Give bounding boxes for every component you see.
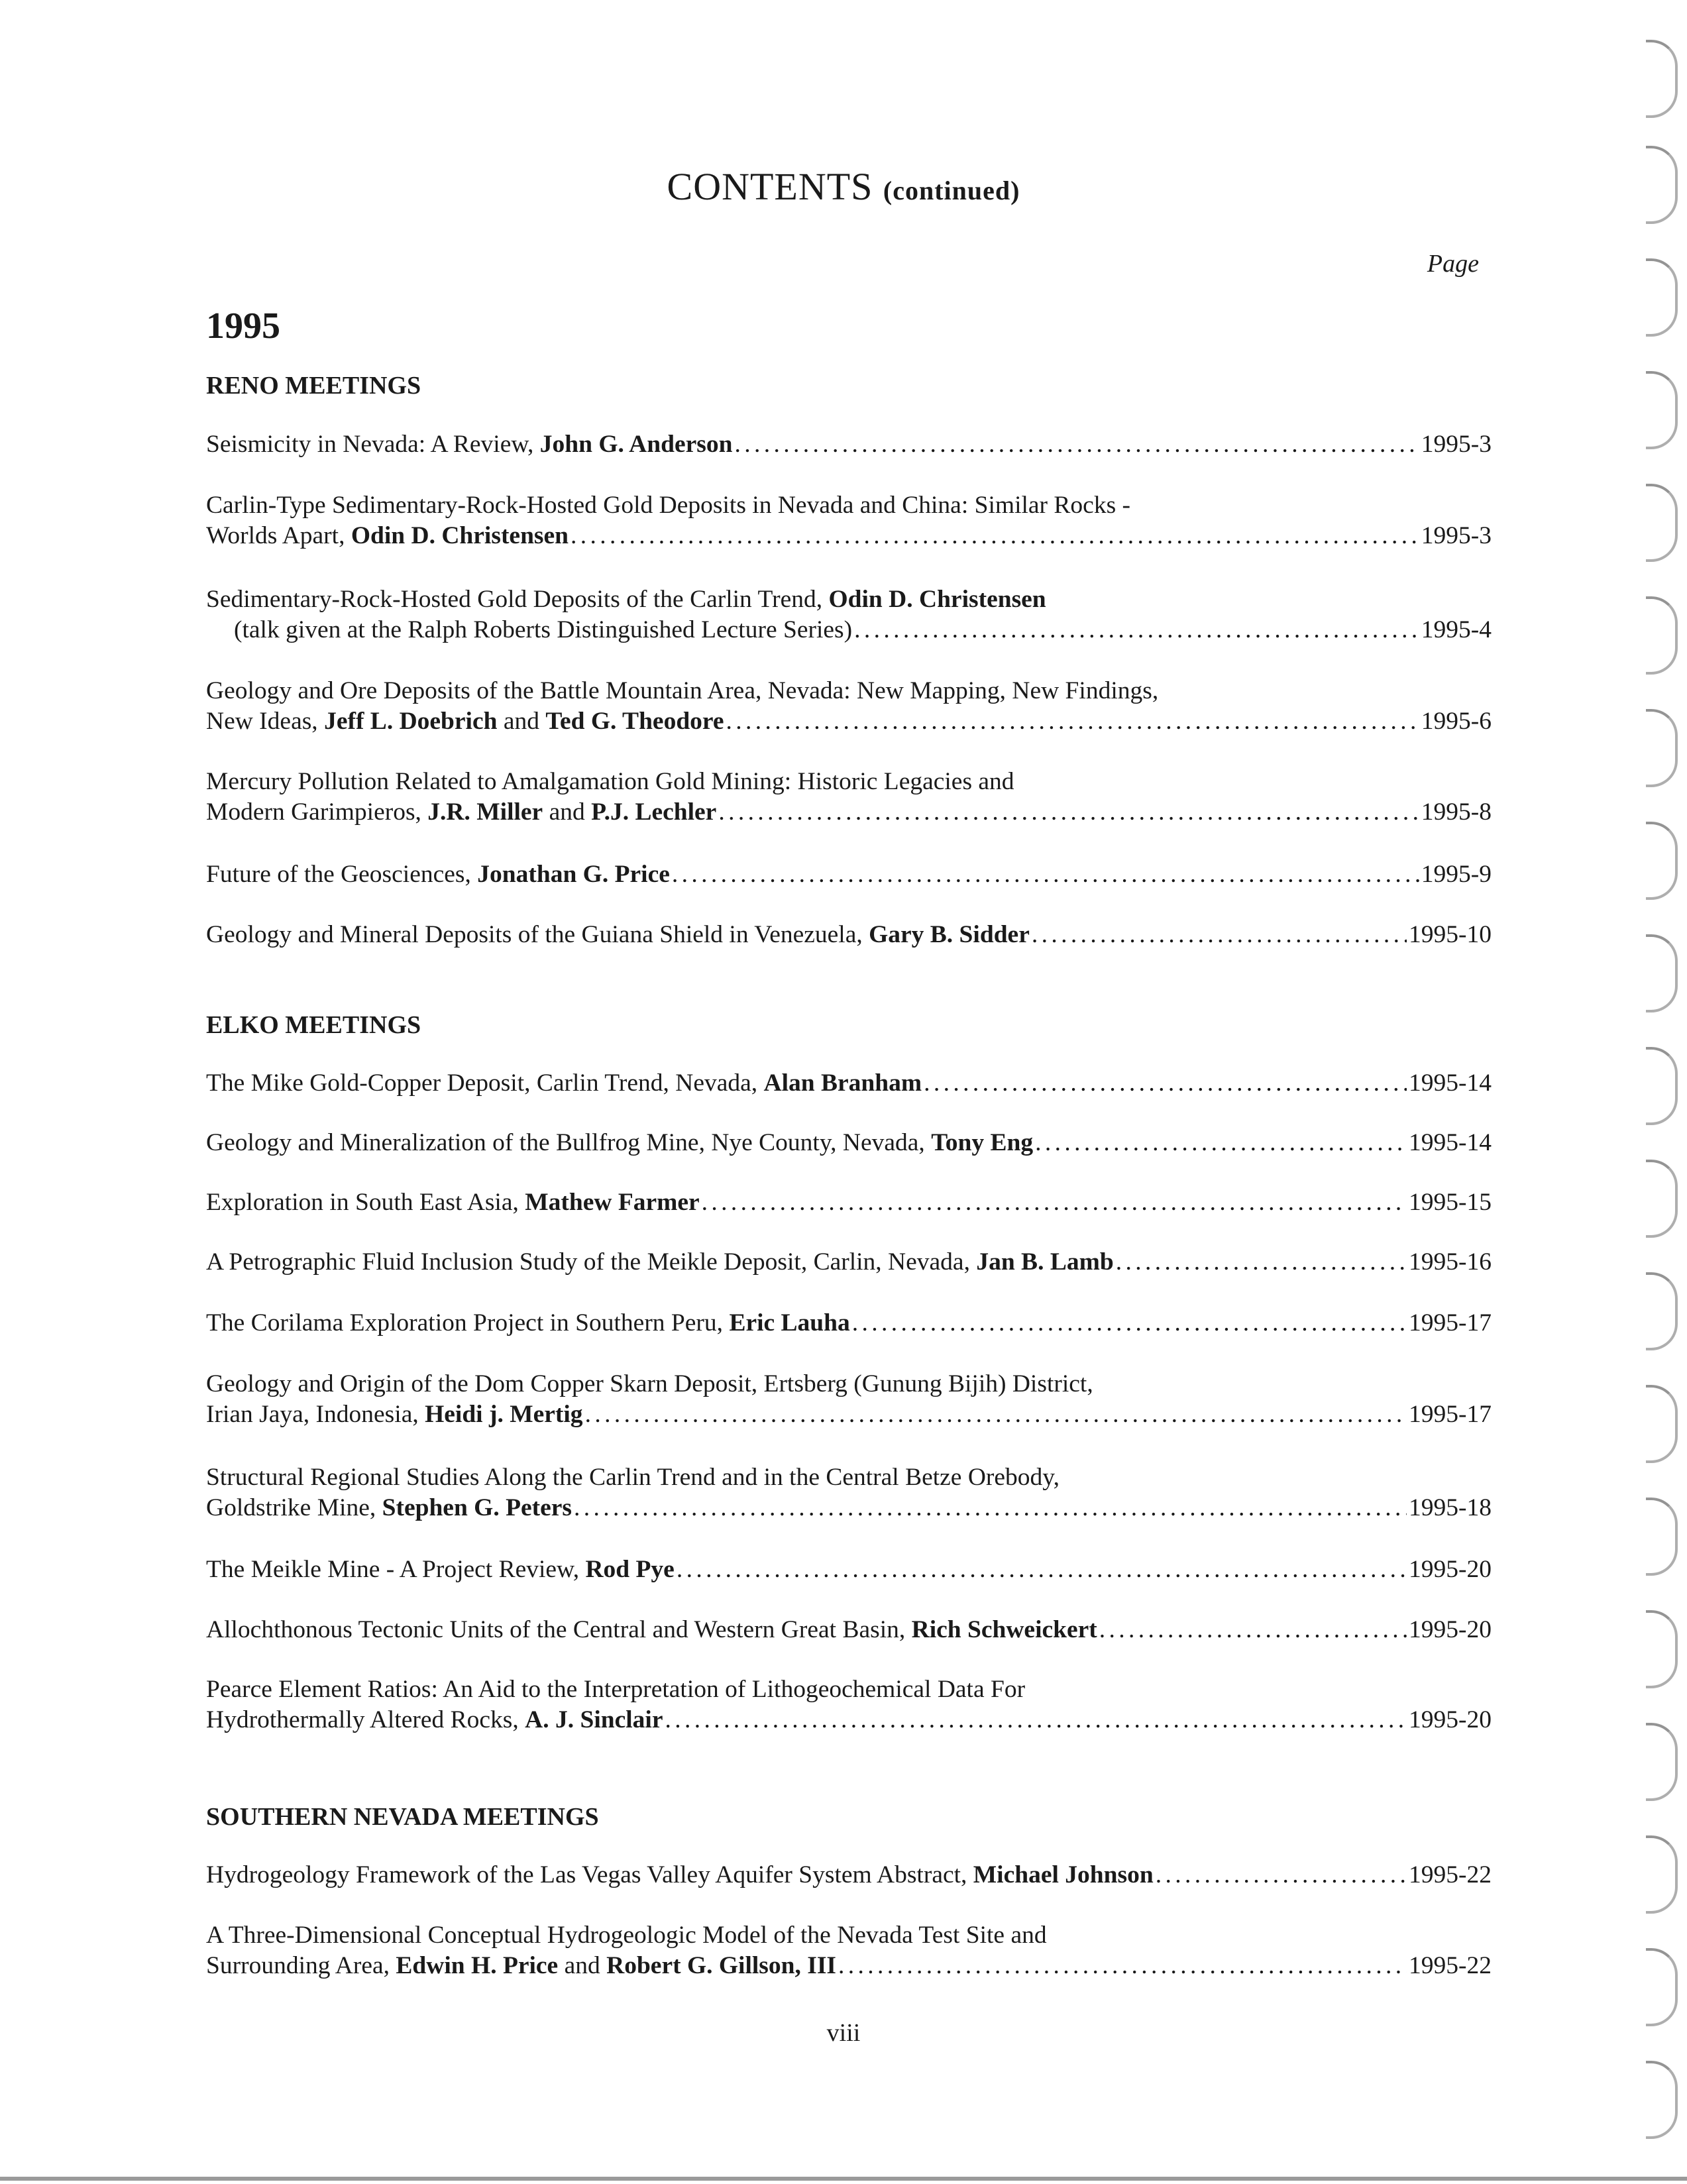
entry-page: 1995-22: [1409, 1952, 1492, 1979]
entry-page: 1995-20: [1409, 1556, 1492, 1583]
entry-page: 1995-9: [1421, 861, 1492, 888]
dot-leader: [702, 1187, 1407, 1218]
entry-title: and: [558, 1952, 607, 1979]
entry-text: [206, 1860, 1154, 1890]
entry-title: Pearce Element Ratios: An Aid to the Interpretation of Lithogeochemical Data For: [206, 1676, 1026, 1703]
entry-title: and: [497, 708, 546, 735]
entry-author: Stephen G. Peters: [382, 1494, 572, 1521]
entry-page: 1995-14: [1409, 1069, 1492, 1097]
entry-author: Michael Johnson: [973, 1861, 1154, 1888]
toc-entry: [206, 1462, 1492, 1523]
entry-author: Tony Eng: [931, 1129, 1034, 1156]
year-heading: 1995: [206, 305, 280, 347]
entry-text: [206, 706, 724, 737]
toc-entry: [206, 584, 1492, 645]
entry-text: [206, 1705, 663, 1735]
dot-leader: [726, 706, 1419, 737]
entry-text: [206, 1464, 1060, 1491]
dot-leader: [574, 1493, 1407, 1523]
entry-title: Geology and Mineralization of the Bullfrog Mine, Nye County, Nevada,: [206, 1129, 932, 1156]
page-column-label: Page: [1427, 250, 1479, 278]
entry-author: J.R. Miller: [427, 798, 543, 826]
entry-author: John G. Anderson: [539, 431, 733, 458]
entry-page: 1995-6: [1421, 708, 1492, 735]
title-text: CONTENTS: [667, 165, 873, 208]
entry-page: 1995-20: [1409, 1616, 1492, 1643]
entry-author: Robert G. Gillson, III: [606, 1952, 837, 1979]
entry-page: 1995-3: [1421, 431, 1492, 458]
dot-leader: [854, 615, 1419, 645]
toc-entry: [206, 1920, 1492, 1981]
dot-leader: [1116, 1247, 1407, 1278]
entry-text: [206, 492, 1130, 519]
dot-leader: [838, 1951, 1407, 1981]
entry-author: Jeff L. Doebrich: [324, 708, 498, 735]
dot-leader: [1099, 1615, 1407, 1645]
dot-leader: [734, 429, 1419, 460]
entry-text: [206, 1128, 1033, 1158]
entry-title: Goldstrike Mine,: [206, 1494, 382, 1521]
entry-title: Sedimentary-Rock-Hosted Gold Deposits of the Carlin Trend,: [206, 586, 829, 613]
entry-title: Carlin-Type Sedimentary-Rock-Hosted Gold Deposits in Nevada and China: Similar Rocks -: [206, 492, 1131, 519]
entry-text: [206, 1615, 1097, 1645]
scan-bottom-edge: [0, 2177, 1687, 2181]
dot-leader: [677, 1555, 1407, 1585]
entry-title: Worlds Apart,: [206, 522, 351, 549]
entry-text: [206, 1555, 675, 1585]
toc-entry: [206, 1308, 1492, 1338]
dot-leader: [1156, 1860, 1407, 1890]
entry-text: [206, 1308, 850, 1338]
entry-author: Gary B. Sidder: [869, 921, 1030, 948]
entry-text: [234, 615, 852, 645]
toc-entry: [206, 1128, 1492, 1158]
entry-page: 1995-3: [1421, 522, 1492, 549]
toc-entry: [206, 1187, 1492, 1218]
entry-author: Heidi j. Mertig: [425, 1401, 583, 1428]
entry-title: New Ideas,: [206, 708, 325, 735]
entry-text: [206, 1493, 572, 1523]
entry-page: 1995-18: [1409, 1494, 1492, 1521]
section-heading: ELKO MEETINGS: [206, 1011, 421, 1039]
entry-title: The Meikle Mine - A Project Review,: [206, 1556, 586, 1583]
entry-title: Exploration in South East Asia,: [206, 1189, 525, 1216]
entry-title: Geology and Ore Deposits of the Battle Mountain Area, Nevada: New Mapping, New Findings,: [206, 677, 1159, 704]
entry-page: 1995-10: [1409, 921, 1492, 948]
entry-title: (talk given at the Ralph Roberts Distinguished Lecture Series): [234, 616, 853, 643]
entry-author: Jan B. Lamb: [976, 1248, 1114, 1276]
entry-author: Odin D. Christensen: [351, 522, 569, 549]
entry-text: [206, 1370, 1093, 1397]
entry-title: Allochthonous Tectonic Units of the Central and Western Great Basin,: [206, 1616, 912, 1643]
toc-entry: [206, 1247, 1492, 1278]
toc-entry: [206, 1068, 1492, 1099]
entry-text: [206, 429, 732, 460]
entry-author: Ted G. Theodore: [545, 708, 724, 735]
dot-leader: [665, 1705, 1407, 1735]
dot-leader: [718, 797, 1419, 828]
page-number: viii: [826, 2019, 861, 2047]
toc-entry: [206, 1860, 1492, 1890]
entry-text: [206, 1951, 836, 1981]
toc-entry: [206, 429, 1492, 460]
entry-title: A Petrographic Fluid Inclusion Study of the Meikle Deposit, Carlin, Nevada,: [206, 1248, 977, 1276]
entry-text: [206, 859, 670, 890]
dot-leader: [852, 1308, 1407, 1338]
entry-page: 1995-16: [1409, 1248, 1492, 1276]
entry-page: 1995-15: [1409, 1189, 1492, 1216]
toc-entry: [206, 1674, 1492, 1735]
entry-title: and: [543, 798, 592, 826]
entry-title: Structural Regional Studies Along the Carlin Trend and in the Central Betze Orebody,: [206, 1464, 1060, 1491]
entry-page: 1995-14: [1409, 1129, 1492, 1156]
entry-title: Irian Jaya, Indonesia,: [206, 1401, 425, 1428]
toc-entry: [206, 1615, 1492, 1645]
entry-title: Future of the Geosciences,: [206, 861, 478, 888]
dot-leader: [1035, 1128, 1407, 1158]
entry-text: [206, 586, 1046, 613]
dot-leader: [585, 1399, 1407, 1430]
dot-leader: [1032, 920, 1407, 950]
entry-author: A. J. Sinclair: [525, 1706, 663, 1733]
entry-text: [206, 1399, 583, 1430]
entry-author: Odin D. Christensen: [828, 586, 1046, 613]
section-heading: RENO MEETINGS: [206, 372, 421, 400]
entry-title: Hydrothermally Altered Rocks,: [206, 1706, 525, 1733]
entry-title: Geology and Mineral Deposits of the Guiana Shield in Venezuela,: [206, 921, 869, 948]
entry-title: Mercury Pollution Related to Amalgamation Gold Mining: Historic Legacies and: [206, 768, 1014, 795]
entry-text: [206, 521, 569, 551]
entry-author: Jonathan G. Price: [477, 861, 670, 888]
section-heading: SOUTHERN NEVADA MEETINGS: [206, 1803, 599, 1831]
toc-entry: [206, 676, 1492, 737]
entry-page: 1995-17: [1409, 1401, 1492, 1428]
entry-author: Edwin H. Price: [396, 1952, 559, 1979]
entry-author: Rich Schweickert: [911, 1616, 1097, 1643]
dot-leader: [672, 859, 1419, 890]
entry-page: 1995-4: [1421, 616, 1492, 643]
entry-title: The Corilama Exploration Project in Southern Peru,: [206, 1309, 730, 1337]
entry-page: 1995-22: [1409, 1861, 1492, 1888]
toc-entry: [206, 1555, 1492, 1585]
entry-text: [206, 1068, 922, 1099]
entry-author: Alan Branham: [763, 1069, 922, 1097]
entry-author: P.J. Lechler: [591, 798, 717, 826]
entry-text: [206, 1247, 1114, 1278]
entry-title: Surrounding Area,: [206, 1952, 396, 1979]
entry-page: 1995-20: [1409, 1706, 1492, 1733]
entry-text: [206, 677, 1158, 704]
dot-leader: [571, 521, 1419, 551]
entry-title: Seismicity in Nevada: A Review,: [206, 431, 540, 458]
entry-text: [206, 797, 716, 828]
entry-author: Mathew Farmer: [525, 1189, 700, 1216]
toc-entry: [206, 859, 1492, 890]
entry-title: The Mike Gold-Copper Deposit, Carlin Trend, Nevada,: [206, 1069, 764, 1097]
toc-entry: [206, 490, 1492, 551]
entry-text: [206, 1187, 700, 1218]
entry-title: Hydrogeology Framework of the Las Vegas Valley Aquifer System Abstract,: [206, 1861, 973, 1888]
entry-text: [206, 1922, 1047, 1949]
toc-entry: [206, 767, 1492, 828]
entry-author: Eric Lauha: [729, 1309, 850, 1337]
toc-entry: [206, 920, 1492, 950]
entry-text: [206, 1676, 1025, 1703]
entry-author: Rod Pye: [585, 1556, 675, 1583]
entry-text: [206, 920, 1030, 950]
page-title: [0, 164, 1687, 209]
dot-leader: [924, 1068, 1407, 1099]
entry-text: [206, 768, 1014, 795]
entry-title: A Three-Dimensional Conceptual Hydrogeologic Model of the Nevada Test Site and: [206, 1922, 1047, 1949]
title-subtitle: (continued): [883, 176, 1020, 205]
entry-title: Modern Garimpieros,: [206, 798, 428, 826]
entry-page: 1995-8: [1421, 798, 1492, 826]
entry-title: Geology and Origin of the Dom Copper Skarn Deposit, Ertsberg (Gunung Bijih) District,: [206, 1370, 1093, 1397]
toc-entry: [206, 1369, 1492, 1430]
entry-page: 1995-17: [1409, 1309, 1492, 1337]
